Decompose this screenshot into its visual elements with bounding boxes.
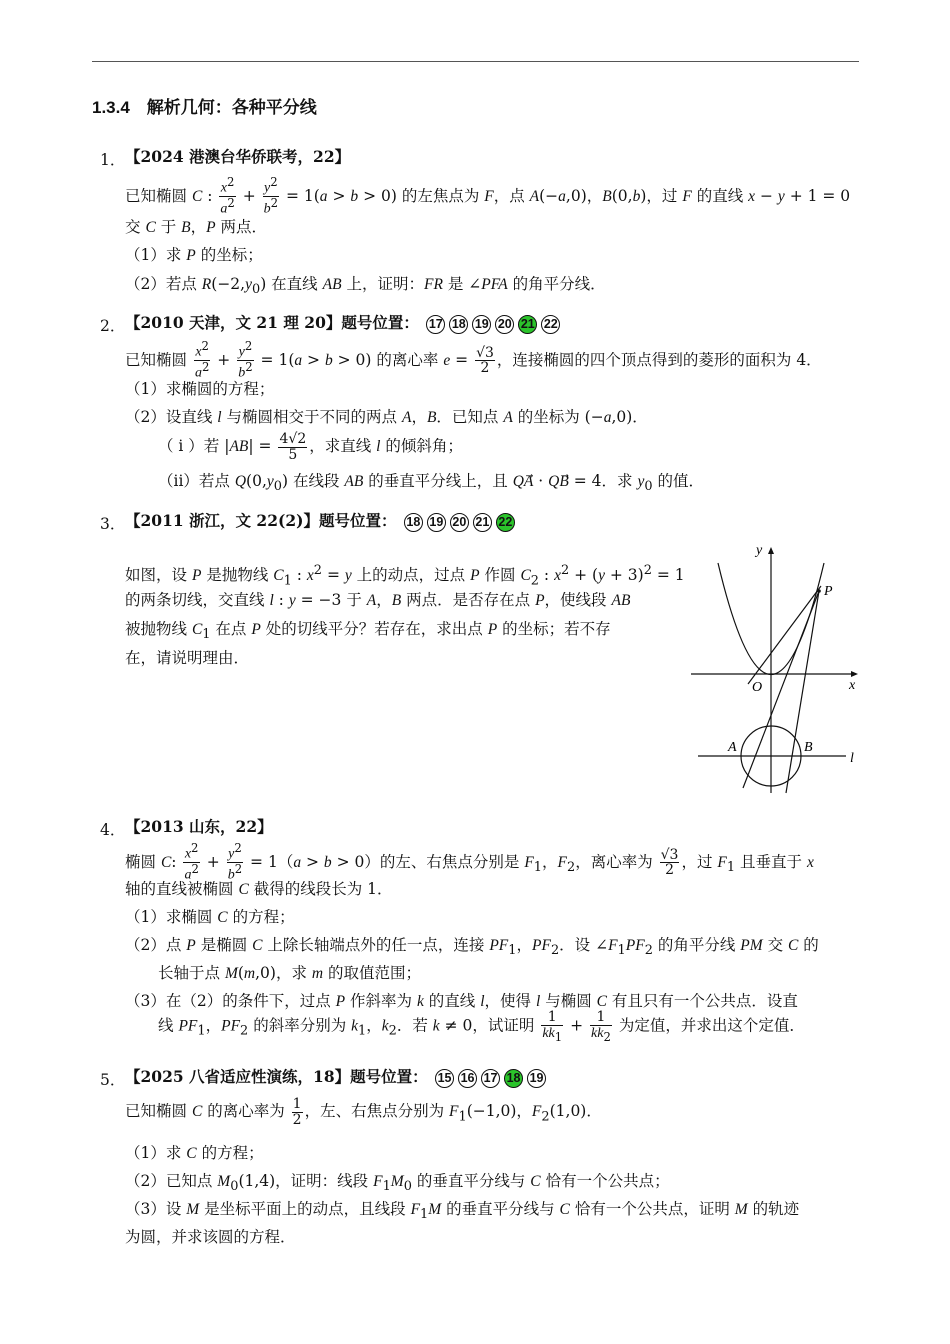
- problem-5-q2: （2）已知点 $M_0(1,4)$，证明：线段 $F_1M_0$ 的垂直平分线与 C 恰有一个公共点；: [125, 1172, 670, 1195]
- problem-2-q1: （1）求椭圆的方程；: [125, 380, 275, 398]
- point-P: [817, 589, 821, 593]
- tangent-line-2: [786, 591, 819, 793]
- problem-2-number: 2．: [100, 317, 126, 335]
- problem-4-q3-line-2: 线 $PF_1$，$PF_2$ 的斜率分别为 $k_1$，$k_2$．若 k ≠ 0，试证明 $\frac{1}{kk_1}$ + $\frac{1}{kk_2}$ 为定值，并求出这个定值．: [158, 1009, 805, 1044]
- problem-1-header: 【2024 港澳台华侨联考，22】: [125, 147, 351, 166]
- x-axis-arrow: [851, 671, 858, 677]
- problem-3-line-4: 在，请说明理由．: [125, 649, 250, 667]
- position-badge: 17: [481, 1069, 500, 1088]
- problem-2-line-1: 已知椭圆 $\frac{x^2}{a^2}$ + $\frac{y^2}{b^2}$ = 1(a > b > 0) 的离心率 e = $\frac{√3}{2}$ ，连接椭圆的四个顶点得到的菱形的面积为 4．: [125, 339, 822, 381]
- problem-5-header-row: [125, 1068, 548, 1088]
- problem-4-q2-line-1: （2）点 P 是椭圆 C 上除长轴端点外的任一点，连接 $PF_1$，$PF_2$．设 $\angle F_1PF_2$ 的角平分线 PM 交 C 的: [125, 936, 819, 959]
- problem-4-q1: （1）求椭圆 C 的方程；: [125, 908, 295, 926]
- position-badge: 15: [435, 1069, 454, 1088]
- y-axis-arrow: [768, 547, 774, 554]
- y-axis-label: y: [756, 543, 763, 558]
- top-rule: [92, 61, 859, 62]
- position-badge-highlighted: 22: [496, 513, 515, 532]
- position-badge-highlighted: 21: [518, 315, 537, 334]
- problem-5-q1: （1）求 C 的方程；: [125, 1144, 264, 1162]
- position-badge: 18: [449, 315, 468, 334]
- problem-1-number: 1．: [100, 151, 126, 169]
- problem-4-header: 【2013 山东，22】: [125, 817, 273, 836]
- parabola-tangent: [748, 586, 821, 684]
- section-title: 1.3.4 解析几何：各种平分线: [92, 98, 317, 117]
- problem-4-number: 4．: [100, 821, 126, 839]
- problem-3-number: 3．: [100, 515, 126, 533]
- problem-3-line-1: 如图，设 P 是抛物线 $C_1$ : $x^2 = y$ 上的动点，过点 P 作圆 $C_2$ : $x^2 + (y + 3)^2 = 1$: [125, 563, 685, 589]
- position-badge: 19: [527, 1069, 546, 1088]
- x-axis-label: x: [849, 678, 856, 693]
- point-B-label: B: [804, 740, 813, 755]
- position-badge: 16: [458, 1069, 477, 1088]
- problem-2-header: 【2010 天津，文 21 理 20】题号位置：: [125, 313, 419, 332]
- point-P-label: P: [824, 584, 833, 599]
- problem-3-header: 【2011 浙江，文 22(2)】题号位置：: [125, 511, 397, 530]
- problem-3-header-row: [125, 512, 517, 532]
- line-l-label: l: [850, 751, 854, 766]
- problem-5-q3-line-1: （3）设 M 是坐标平面上的动点，且线段 $F_1M$ 的垂直平分线与 C 恰有一个公共点，证明 M 的轨迹: [125, 1200, 800, 1223]
- problem-2-q2: （2）设直线 l 与椭圆相交于不同的两点 A，B．已知点 A 的坐标为 (−a,0)．: [125, 408, 648, 426]
- position-badge: 19: [427, 513, 446, 532]
- problem-4-q3-line-1: （3）在（2）的条件下，过点 P 作斜率为 k 的直线 l，使得 l 与椭圆 C 有且只有一个公共点．设直: [125, 992, 798, 1010]
- problem-5-number: 5．: [100, 1071, 126, 1089]
- problem-5-q3-line-2: 为圆，并求该圆的方程．: [125, 1228, 296, 1246]
- problem-2-q2-ii: （ii）若点 $Q(0,y_0)$ 在线段 AB 的垂直平分线上，且 QA⃗ · QB⃗ = 4．求 $y_0$ 的值．: [158, 472, 705, 495]
- problem-5-line-1: 已知椭圆 C 的离心率为 $\frac{1}{2}$ ，左、右焦点分别为 $F_1(-1,0)$，$F_2(1,0)$．: [125, 1096, 602, 1128]
- problem-1-q1: （1）求 P 的坐标；: [125, 246, 263, 264]
- problem-1-q2: （2）若点 $R(-2,y_0)$ 在直线 AB 上，证明：FR 是 ∠PFA 的角平分线．: [125, 275, 606, 298]
- problem-5-header: 【2025 八省适应性演练，18】题号位置：: [125, 1067, 428, 1086]
- origin-label: O: [752, 680, 763, 695]
- position-badge: 21: [473, 513, 492, 532]
- position-badge: 19: [472, 315, 491, 334]
- problem-1-line-1: 已知椭圆 C : $\frac{x^2}{a^2}$ + $\frac{y^2}{b^2}$ = 1(a > b > 0) 的左焦点为 F，点 A(−a,0)，B(0,b)，过 F 的直线 x − y + 1 = 0: [125, 175, 851, 217]
- position-badge: 22: [541, 315, 560, 334]
- position-badge: 18: [404, 513, 423, 532]
- problem-3-line-3: 被抛物线 $C_1$ 在点 P 处的切线平分？若存在，求出点 P 的坐标；若不存: [125, 620, 611, 643]
- problem-4-q2-line-2: 长轴于点 M(m,0)，求 m 的取值范围；: [158, 964, 422, 982]
- position-badge: 17: [426, 315, 445, 334]
- problem-4-line-1: 椭圆 C: $\frac{x^2}{a^2}$ + $\frac{y^2}{b^2}$ = 1（a > b > 0）的左、右焦点分别是 $F_1$，$F_2$，离心率为 $\frac{√3}{2}$ ，过 $F_1$ 且垂直于 x: [125, 841, 814, 883]
- position-badge: 20: [450, 513, 469, 532]
- problem-4-line-2: 轴的直线被椭圆 C 截得的线段长为 1．: [125, 880, 393, 898]
- point-A-label: A: [728, 740, 737, 755]
- parabola-circle-figure: [688, 538, 868, 798]
- problem-2-header-row: [125, 314, 562, 334]
- problem-1-line-2: 交 C 于 B，P 两点．: [125, 218, 268, 236]
- problem-2-q2-i: （ i ）若 |AB| = $\frac{4√2}{5}$ ，求直线 l 的倾斜角；: [158, 431, 463, 463]
- position-badge-highlighted: 18: [504, 1069, 523, 1088]
- position-badge: 20: [495, 315, 514, 334]
- problem-3-line-2: 的两条切线，交直线 l : y = −3 于 A，B 两点．是否存在点 P，使线段 AB: [125, 591, 631, 609]
